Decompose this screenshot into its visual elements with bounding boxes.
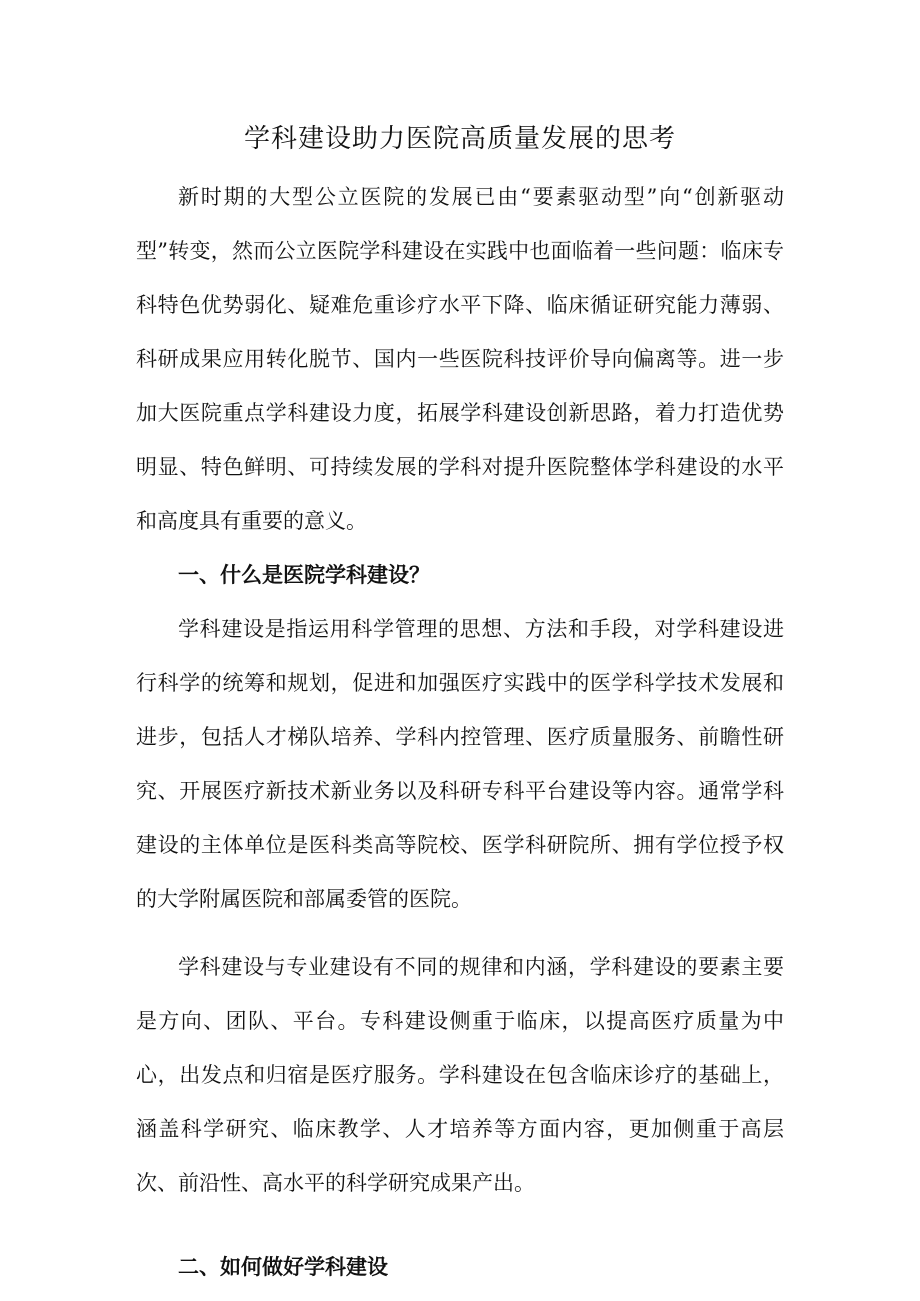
section-2-heading: 二、如何做好学科建设 <box>178 1254 388 1279</box>
section-1-heading: 一、什么是医院学科建设？ <box>178 562 430 587</box>
document-title: 学科建设助力医院高质量发展的思考 <box>243 124 676 154</box>
section-1-paragraph-1: 学科建设是指运用科学管理的思想、方法和手段，对学科建设进行科学的统筹和规划，促进和加强医疗实践中的医学科学技术发展和进步，包括人才梯队培养、学科内控管理、医疗质量服务、前瞻性研究、开展医疗新技术新业务以及科研专科平台建设等内容。通常学科建设的主体单位是医科类高等院校、医学科研院所、拥有学位授予权的大学附属医院和部属委管的医院。 <box>136 617 784 911</box>
document-page <box>136 116 784 1294</box>
intro-paragraph: 新时期的大型公立医院的发展已由“要素驱动型”向“创新驱动型”转变，然而公立医院学科建设在实践中也面临着一些问题：临床专科特色优势弱化、疑难危重诊疗水平下降、临床循证研究能力薄弱、科研成果应用转化脱节、国内一些医院科技评价导向偏离等。进一步加大医院重点学科建设力度，拓展学科建设创新思路，着力打造优势明显、特色鲜明、可持续发展的学科对提升医院整体学科建设的水平和高度具有重要的意义。 <box>136 185 784 533</box>
section-1-paragraph-2: 学科建设与专业建设有不同的规律和内涵，学科建设的要素主要是方向、团队、平台。专科建设侧重于临床，以提高医疗质量为中心，出发点和归宿是医疗服务。学科建设在包含临床诊疗的基础上，涵盖科学研究、临床教学、人才培养等方面内容，更加侧重于高层次、前沿性、高水平的科学研究成果产出。 <box>136 955 784 1195</box>
